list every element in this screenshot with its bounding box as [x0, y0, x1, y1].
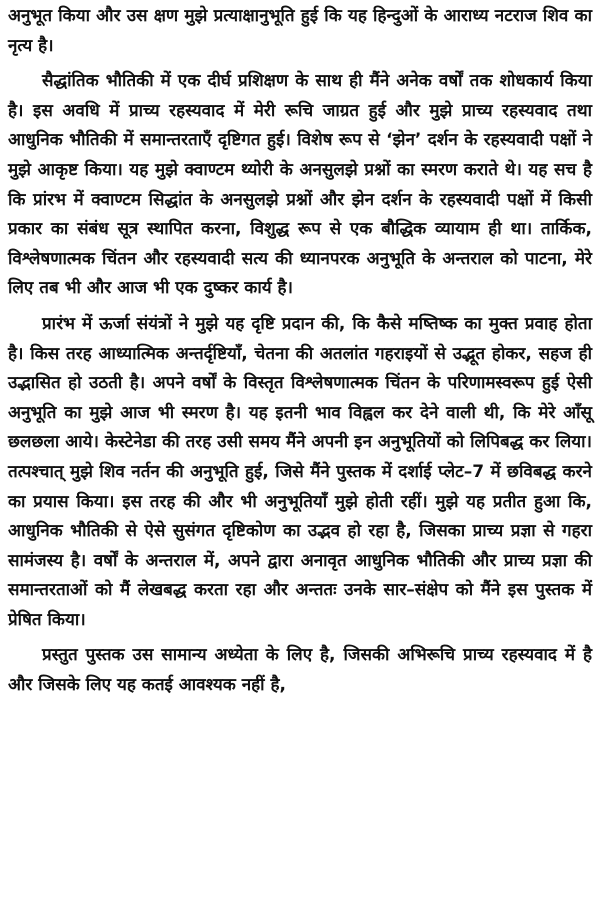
- paragraph-3: प्रारंभ में ऊर्जा संयंत्रों ने मुझे यह दृष्टि प्रदान की, कि कैसे मष्तिष्क का मुक्त प्रवाह होता है। किस तरह आध्यात्मिक अन्तर्दृष्टियाँ, चेतना की अतलांत गहराइयों से उद्भूत होकर, सहज ही उद्भासित हो उठती है। अपने वर्षों के विस्तृत विश्लेषणात्मक चिंतन के परिणामस्वरूप हुई ऐसी अनुभूति का मुझे आज भी स्मरण है। यह इतनी भाव विह्वल कर देने वाली थी, कि मेरे आँसू छलछला आये। केस्टेनेडा की तरह उसी समय मैंने अपनी इन अनुभूतियों को लिपिबद्ध कर लिया। तत्पश्चात् मुझे शिव नर्तन की अनुभूति हुई, जिसे मैंने पुस्तक में दर्शाई प्लेट–7 में छविबद्ध करने का प्रयास किया। इस तरह की और भी अनुभूतियाँ मुझे होती रहीं। मुझे यह प्रतीत हुआ कि, आधुनिक भौतिकी से ऐसे सुसंगत दृष्टिकोण का उद्भव हो रहा है, जिसका प्राच्य प्रज्ञा से गहरा सामंजस्य है। वर्षों के अन्तराल में, अपने द्वारा अनावृत आधुनिक भौतिकी और प्राच्य प्रज्ञा की समान्तरताओं को मैं लेखबद्ध करता रहा और अन्ततः उनके सार–संक्षेप को मैंने इस पुस्तक में प्रेषित किया।: [8, 313, 592, 630]
- paragraph-1: अनुभूत किया और उस क्षण मुझे प्रत्याक्षानुभूति हुई कि यह हिन्दुओं के आराध्य नटराज शिव का नृत्य है।: [8, 6, 592, 56]
- paragraph-4: प्रस्तुत पुस्तक उस सामान्य अध्येता के लिए है, जिसकी अभिरूचि प्राच्य रहस्यवाद में है और जिसके लिए यह कतई आवश्यक नहीं है,: [8, 645, 592, 696]
- paragraph-2: सैद्धांतिक भौतिकी में एक दीर्घ प्रशिक्षण के साथ ही मैंने अनेक वर्षों तक शोधकार्य किया है। इस अवधि में प्राच्य रहस्यवाद में मेरी रूचि जाग्रत हुई और मुझे प्राच्य रहस्यवाद तथा आधुनिक भौतिकी में समान्तरताएँ दृष्टिगत हुई। विशेष रूप से ‘झेन’ दर्शन के रहस्यवादी पक्षों ने मुझे आकृष्ट किया। यह मुझे क्वाण्टम थ्योरी के अनसुलझे प्रश्नों का स्मरण कराते थे। यह सच है कि प्रांरभ में क्वाण्टम सिद्धांत के अनसुलझे प्रश्नों और झेन दर्शन के रहस्यवादी पक्षों में किसी प्रकार का संबंध सूत्र स्थापित करना, विशुद्ध रूप से एक बौद्धिक व्यायाम ही था। तार्किक, विश्लेषणात्मक चिंतन और रहस्यवादी सत्य की ध्यानपरक अनुभूति के अन्तराल को पाटना, मेरे लिए तब भी और आज भी एक दुष्कर कार्य है।: [8, 71, 592, 299]
